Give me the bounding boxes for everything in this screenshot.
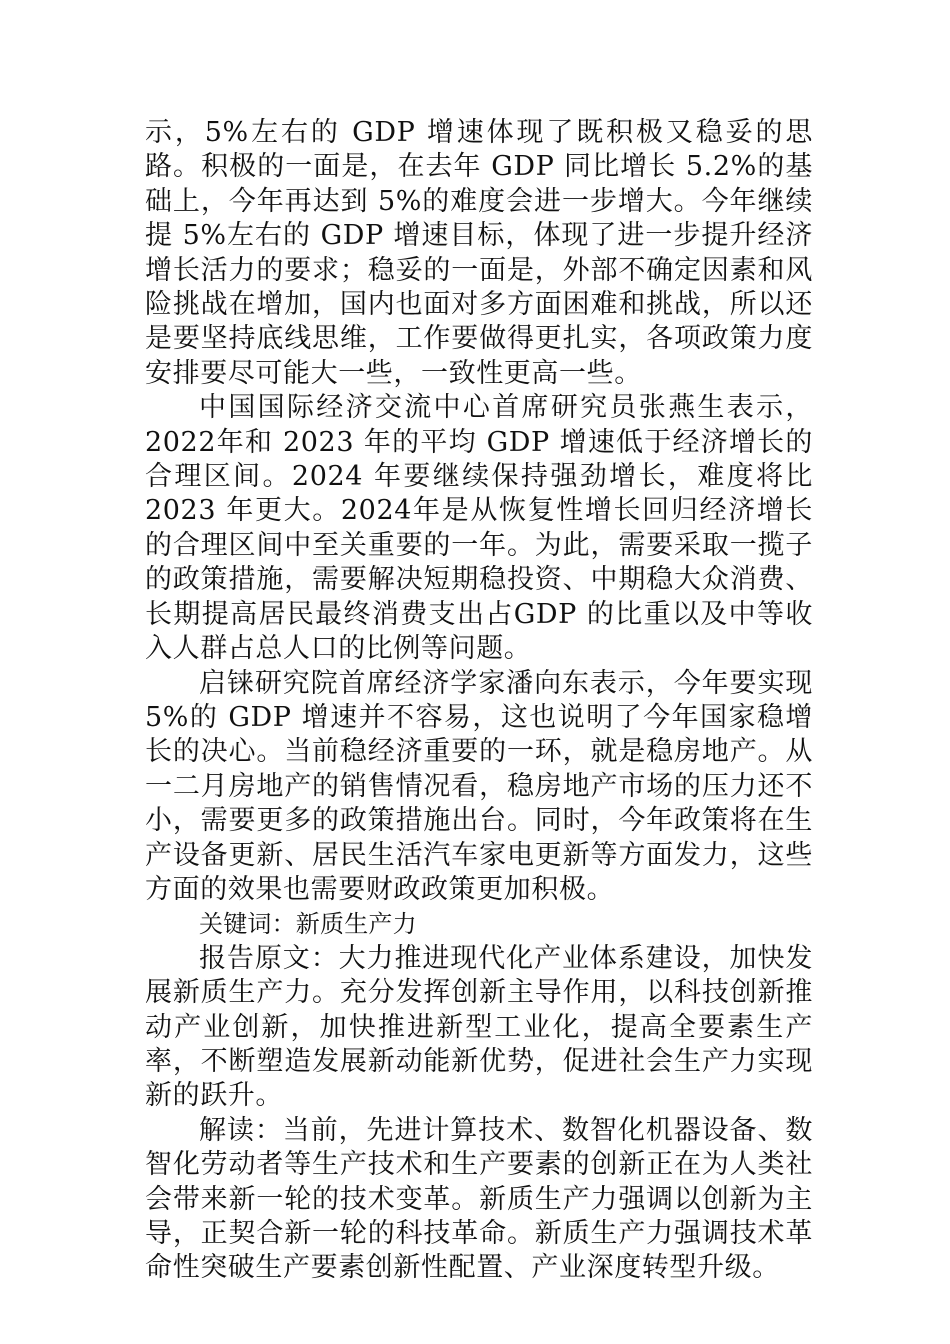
paragraph-zhang-yansheng: 中国国际经济交流中心首席研究员张燕生表示，2022年和 2023 年的平均 GDP 增速低于经济增长的合理区间。2024 年要继续保持强劲增长，难度将比 2023 年更大。2024年是从恢复性增长回归经济增长的合理区间中至关重要的一年。为此，需要采取一揽子的政策措施，需要解决短期稳投资、中期稳大众消费、长期提高居民最终消费支出占GDP 的比重以及中等收入人群占总人口的比例等问题。: [145, 392, 813, 665]
keyword-heading: 关键词：新质生产力: [199, 910, 417, 939]
paragraph-pan-xiangdong: 启铼研究院首席经济学家潘向东表示，今年要实现 5%的 GDP 增速并不容易，这也说明了今年国家稳增长的决心。当前稳经济重要的一环，就是稳房地产。从一二月房地产的销售情况看，稳房地产市场的压力还不小，需要更多的政策措施出台。同时，今年政策将在生产设备更新、居民生活汽车家电更新等方面发力，这些方面的效果也需要财政政策更加积极。: [145, 667, 813, 905]
paragraph-intro: 示，5%左右的 GDP 增速体现了既积极又稳妥的思路。积极的一面是，在去年 GDP 同比增长 5.2%的基础上，今年再达到 5%的难度会进一步增大。今年继续提 5%左右的 GDP 增速目标，体现了进一步提升经济增长活力的要求；稳妥的一面是，外部不确定因素和风险挑战在增加，国内也面对多方面困难和挑战，所以还是要坚持底线思维，工作要做得更扎实，各项政策力度安排要尽可能大一些，一致性更高一些。: [145, 117, 813, 389]
document-page: [145, 116, 813, 1286]
paragraph-report-original: 报告原文：大力推进现代化产业体系建设，加快发展新质生产力。充分发挥创新主导作用，以科技创新推动产业创新，加快推进新型工业化，提高全要素生产率，不断塑造发展新动能新优势，促进社会生产力实现新的跃升。: [145, 942, 813, 1112]
paragraph-interpretation: 解读：当前，先进计算技术、数智化机器设备、数智化劳动者等生产技术和生产要素的创新正在为人类社会带来新一轮的技术变革。新质生产力强调以创新为主导，正契合新一轮的科技革命。新质生产力强调技术革命性突破生产要素创新性配置、产业深度转型升级。: [145, 1114, 813, 1284]
